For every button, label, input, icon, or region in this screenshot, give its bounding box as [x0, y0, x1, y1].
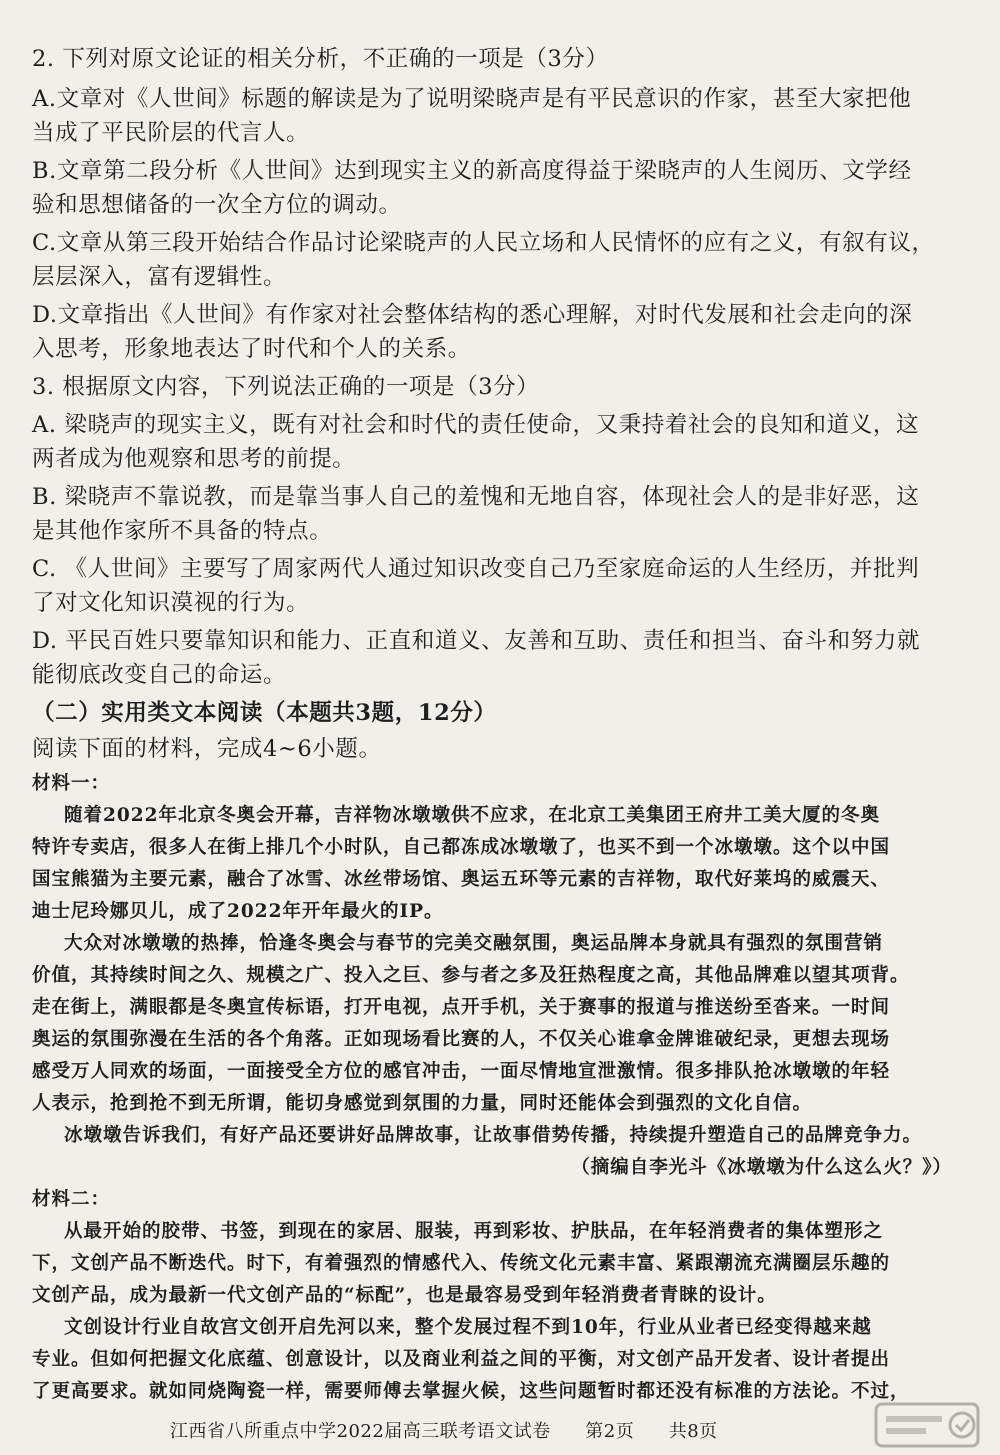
footer-total: 共8页	[668, 1421, 718, 1442]
q3-option-c-cont: 了对文化知识漠视的行为。	[32, 590, 310, 616]
q3-option-d-cont: 能彻底改变自己的命运。	[32, 662, 287, 688]
m1-line: 国宝熊猫为主要元素，融合了冰雪、冰丝带场馆、奥运五环等元素的吉祥物，取代好莱坞的威震天、	[32, 869, 891, 890]
m1-line: 大众对冰墩墩的热捧，恰逢冬奥会与春节的完美交融氛围，奥运品牌本身就具有强烈的氛围营销	[64, 933, 884, 954]
q2-option-b: B.文章第二段分析《人世间》达到现实主义的新高度得益于梁晓声的人生阅历、文学经	[32, 158, 912, 184]
m2-line: 了更高要求。就如同烧陶瓷一样，需要师傅去掌握火候，这些问题暂时都还没有标准的方法论。不过，	[32, 1381, 910, 1402]
q2-option-b-cont: 验和思想储备的一次全方位的调动。	[32, 192, 402, 218]
q3-option-d: D. 平民百姓只要靠知识和能力、正直和道义、友善和互助、责任和担当、奋斗和努力就	[32, 628, 921, 654]
footer-page: 第2页	[585, 1421, 635, 1442]
q2-option-d: D.文章指出《人世间》有作家对社会整体结构的悉心理解，对时代发展和社会走向的深	[32, 302, 913, 328]
watermark-logo-icon	[872, 1400, 982, 1450]
m1-line: 冰墩墩告诉我们，有好产品还要讲好品牌故事，让故事借势传播，持续提升塑造自己的品牌竞争力。	[64, 1125, 923, 1146]
q3-stem: 3. 根据原文内容，下列说法正确的一项是（3分）	[32, 374, 540, 400]
material-1-label: 材料一：	[32, 773, 111, 794]
m1-line: 奥运的氛围弥漫在生活的各个角落。正如现场看比赛的人，不仅关心谁拿金牌谁破纪录，更想去现场	[32, 1029, 891, 1050]
m2-line: 专业。但如何把握文化底蕴、创意设计，以及商业利益之间的平衡，对文创产品开发者、设计者提出	[32, 1349, 891, 1370]
q2-option-c-cont: 层层深入，富有逻辑性。	[32, 264, 287, 290]
m1-line: 特许专卖店，很多人在街上排几个小时队，自己都冻成冰墩墩了，也买不到一个冰墩墩。这个以中国	[32, 837, 891, 858]
m1-line: 价值，其持续时间之久、规模之广、投入之巨、参与者之多及狂热程度之高，其他品牌难以望其项背。	[32, 965, 910, 986]
m1-line: 走在街上，满眼都是冬奥宣传标语，打开电视，点开手机，关于赛事的报道与推送纷至沓来。一时间	[32, 997, 891, 1018]
q2-option-d-cont: 入思考，形象地表达了时代和个人的关系。	[32, 336, 471, 362]
m2-line: 下，文创产品不断迭代。时下，有着强烈的情感代入、传统文化元素丰富、紧跟潮流充满圈层乐趣的	[32, 1253, 891, 1274]
q2-option-a-cont: 当成了平民阶层的代言人。	[32, 120, 310, 146]
m1-source: （摘编自李光斗《冰墩墩为什么这么火？》）	[571, 1157, 952, 1178]
page-footer	[170, 1417, 718, 1443]
m1-line: 迪士尼玲娜贝儿，成了2022年开年最火的IP。	[32, 901, 444, 922]
q2-option-c: C.文章从第三段开始结合作品讨论梁晓声的人民立场和人民情怀的应有之义，有叙有议，	[32, 230, 935, 256]
q3-option-b-cont: 是其他作家所不具备的特点。	[32, 518, 333, 544]
footer-title: 江西省八所重点中学2022届高三联考语文试卷	[170, 1421, 551, 1442]
q3-option-c: C. 《人世间》主要写了周家两代人通过知识改变自己乃至家庭命运的人生经历，并批判	[32, 556, 920, 582]
m2-line: 从最开始的胶带、书签，到现在的家居、服装，再到彩妆、护肤品，在年轻消费者的集体塑形之	[64, 1221, 884, 1242]
section-heading: （二）实用类文本阅读（本题共3题，12分）	[32, 700, 497, 726]
q3-option-a: A. 梁晓声的现实主义，既有对社会和时代的责任使命，又秉持着社会的良知和道义，这	[32, 412, 920, 438]
q2-stem: 2. 下列对原文论证的相关分析，不正确的一项是（3分）	[32, 46, 609, 72]
q3-option-b: B. 梁晓声不靠说教，而是靠当事人自己的羞愧和无地自容，体现社会人的是非好恶，这	[32, 484, 920, 510]
material-2-label: 材料二：	[32, 1189, 111, 1210]
m1-line: 感受万人同欢的场面，一面接受全方位的感官冲击，一面尽情地宣泄激情。很多排队抢冰墩墩的年轻	[32, 1061, 891, 1082]
m2-line: 文创设计行业自故宫文创开启先河以来，整个发展过程不到10年，行业从业者已经变得越来越	[64, 1317, 872, 1338]
m1-line: 随着2022年北京冬奥会开幕，吉祥物冰墩墩供不应求，在北京工美集团王府井工美大厦的冬奥	[64, 805, 880, 826]
m2-line: 文创产品，成为最新一代文创产品的“标配”，也是最容易受到年轻消费者青睐的设计。	[32, 1285, 777, 1306]
q3-option-a-cont: 两者成为他观察和思考的前提。	[32, 446, 356, 472]
m1-line: 人表示，抢到抢不到无所谓，能切身感觉到氛围的力量，同时还能体会到强烈的文化自信。	[32, 1093, 813, 1114]
q2-option-a: A.文章对《人世间》标题的解读是为了说明梁晓声是有平民意识的作家，甚至大家把他	[32, 86, 912, 112]
section-instruction: 阅读下面的材料，完成4~6小题。	[32, 736, 382, 762]
